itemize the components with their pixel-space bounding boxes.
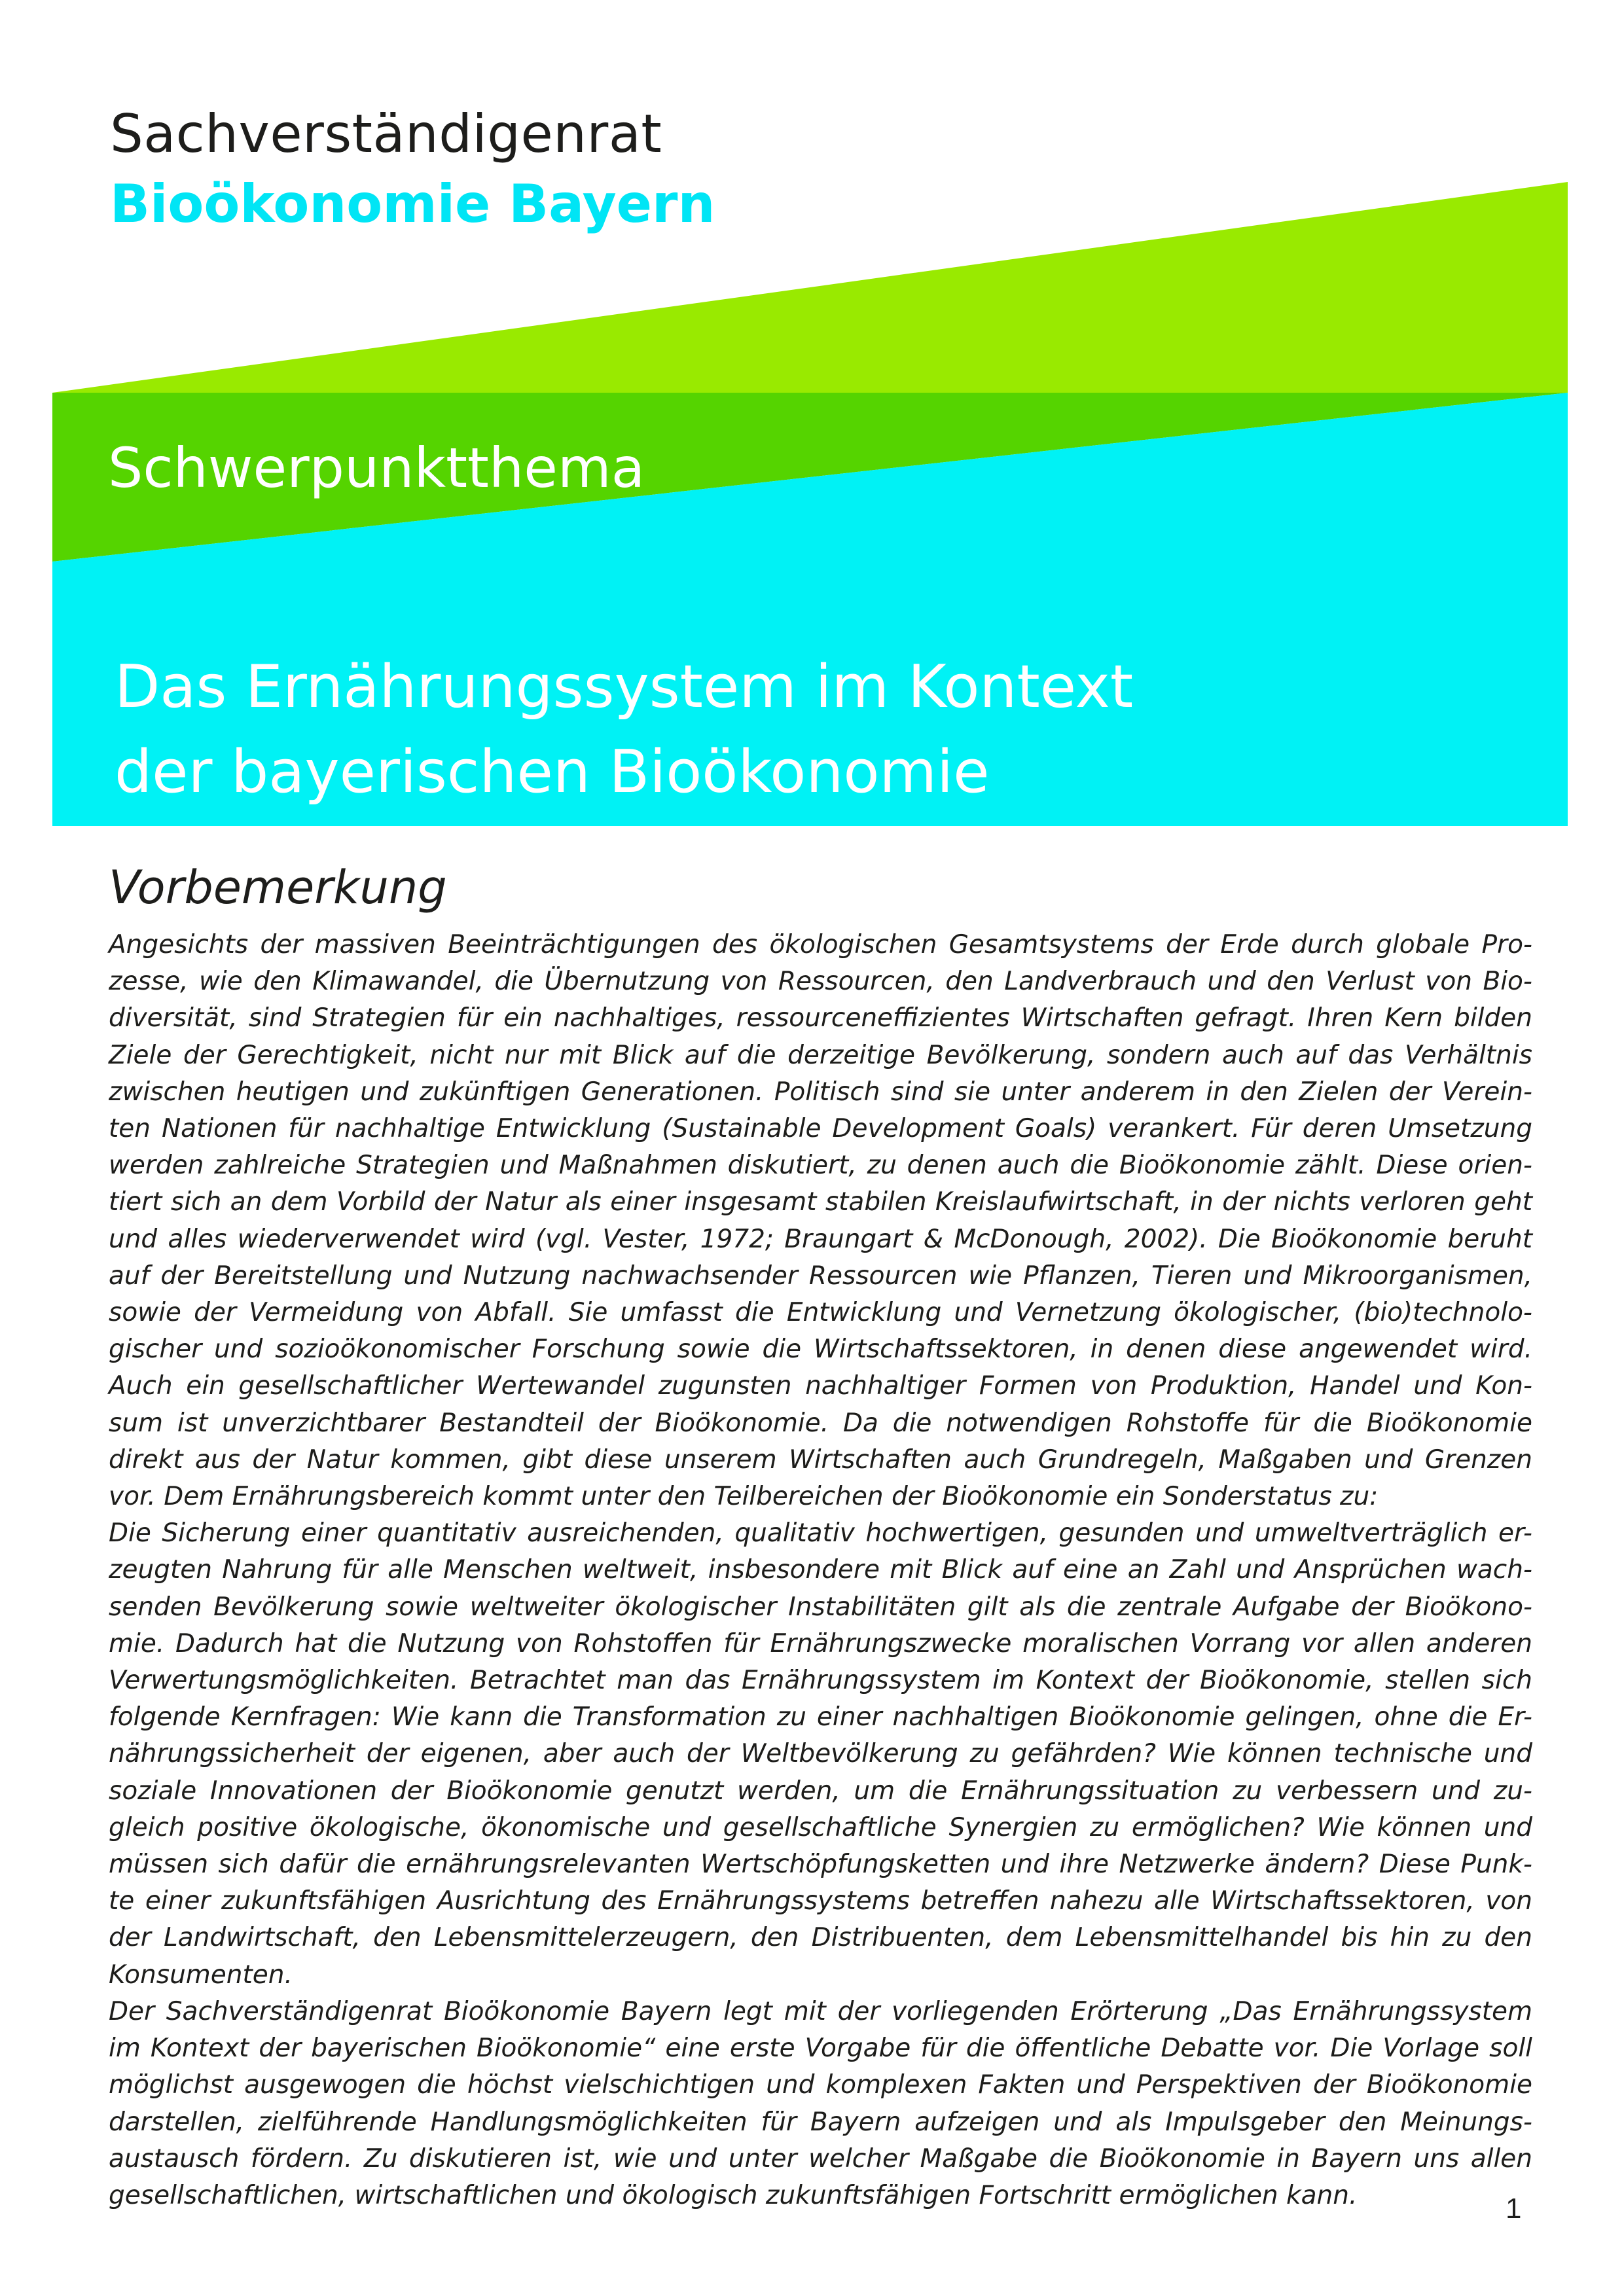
body-paragraph: Die Sicherung einer quantitativ ausreichenden, qualitativ hochwertigen, gesunden und umweltverträglich er- zeugten Nahrung für alle Menschen weltweit, insbesondere mit Blick auf eine an Zahl und Ansprüchen wach- senden Bevölkerung sowie weltweiter ökologischer Instabilitäten gilt als die zentrale Aufgabe der Bioökono- mie. Dadurch hat die Nutzung von Rohstoffen für Ernährungszwecke moralischen Vorrang vor allen anderen Verwertungsmöglichkeiten. Betrachtet man das Ernährungssystem im Kontext der Bioökonomie, stellen sich folgende Kernfragen: Wie kann die Transformation zu einer nachhaltigen Bioökonomie gelingen, ohne die Er- nährungssicherheit der eigenen, aber auch der Weltbevölkerung zu gefährden? Wie können technische und soziale Innovationen der Bioökonomie genutzt werden, um die Ernährungssituation zu verbessern und zu- gleich positive ökologische, ökonomische und gesellschaftliche Synergien zu ermöglichen? Wie können und müssen sich dafür die ernährungsrelevanten Wertschöpfungsketten und ihre Netzwerke ändern? Diese Punk- te einer zukunftsfähigen Ausrichtung des Ernährungssystems betreffen nahezu alle Wirtschaftssektoren, von der Landwirtschaft, den Lebensmittelerzeugern, den Distribuenten, dem Lebensmittelhandel bis hin zu den Konsumenten.	[109, 1518, 1532, 1990]
banner-lime-wedge	[52, 182, 1568, 393]
body-paragraph: Angesichts der massiven Beeinträchtigungen des ökologischen Gesamtsystems der Erde durch globale Pro- zesse, wie den Klimawandel, die Übernutzung von Ressourcen, den Landverbrauch und den Verlust von Bio- diversität, sind Strategien für ein nachhaltiges, ressourceneffizientes Wirtschaften gefragt. Ihren Kern bilden Ziele der Gerechtigkeit, nicht nur mit Blick auf die derzeitige Bevölkerung, sondern auch auf das Verhältnis zwischen heutigen und zukünftigen Generationen. Politisch sind sie unter anderem in den Zielen der Verein- ten Nationen für nachhaltige Entwicklung (Sustainable Development Goals) verankert. Für deren Umsetzung werden zahlreiche Strategien und Maßnahmen diskutiert, zu denen auch die Bioökonomie zählt. Diese orien- tiert sich an dem Vorbild der Natur als einer insgesamt stabilen Kreislaufwirtschaft, in der nichts verloren geht und alles wiederverwendet wird (vgl. Vester, 1972; Braungart & McDonough, 2002). Die Bioökonomie beruht auf der Bereitstellung und Nutzung nachwachsender Ressourcen wie Pflanzen, Tieren und Mikroorganismen, sowie der Vermeidung von Abfall. Sie umfasst die Entwicklung und Vernetzung ökologischer, (bio)technolo- gischer und sozioökonomischer Forschung sowie die Wirtschaftssektoren, in denen diese angewendet wird. Auch ein gesellschaftlicher Wertewandel zugunsten nachhaltiger Formen von Produktion, Handel und Kon- sum ist unverzichtbarer Bestandteil der Bioökonomie. Da die notwendigen Rohstoffe für die Bioökonomie direkt aus der Natur kommen, gibt diese unserem Wirtschaften auch Grundregeln, Maßgaben und Grenzen vor. Dem Ernährungsbereich kommt unter den Teilbereichen der Bioökonomie ein Sonderstatus zu:	[109, 930, 1532, 1512]
body-paragraph: Der Sachverständigenrat Bioökonomie Bayern legt mit der vorliegenden Erörterung „Das Ernährungssystem im Kontext der bayerischen Bioökonomie“ eine erste Vorgabe für die öffentliche Debatte vor. Die Vorlage soll möglichst ausgewogen die höchst vielschichtigen und komplexen Fakten und Perspektiven der Bioökonomie darstellen, zielführende Handlungsmöglichkeiten für Bayern aufzeigen und als Impulsgeber den Meinungs- austausch fördern. Zu diskutieren ist, wie und unter welcher Maßgabe die Bioökonomie in Bayern uns allen gesellschaftlichen, wirtschaftlichen und ökologisch zukunftsfähigen Fortschritt ermöglichen kann.	[109, 1996, 1532, 2210]
document-title	[115, 645, 1133, 815]
document-title-line: der bayerischen Bioökonomie	[115, 738, 990, 806]
page-number: 1	[1506, 2193, 1522, 2225]
body-text	[109, 927, 1532, 2214]
document-title-line: Das Ernährungssystem im Kontext	[115, 653, 1134, 721]
banner-kicker: Schwerpunktthema	[108, 436, 645, 500]
org-name-line1: Sachverständigenrat	[110, 103, 662, 164]
org-name-line2: Bioökonomie Bayern	[110, 173, 715, 234]
section-heading: Vorbemerkung	[109, 861, 447, 914]
